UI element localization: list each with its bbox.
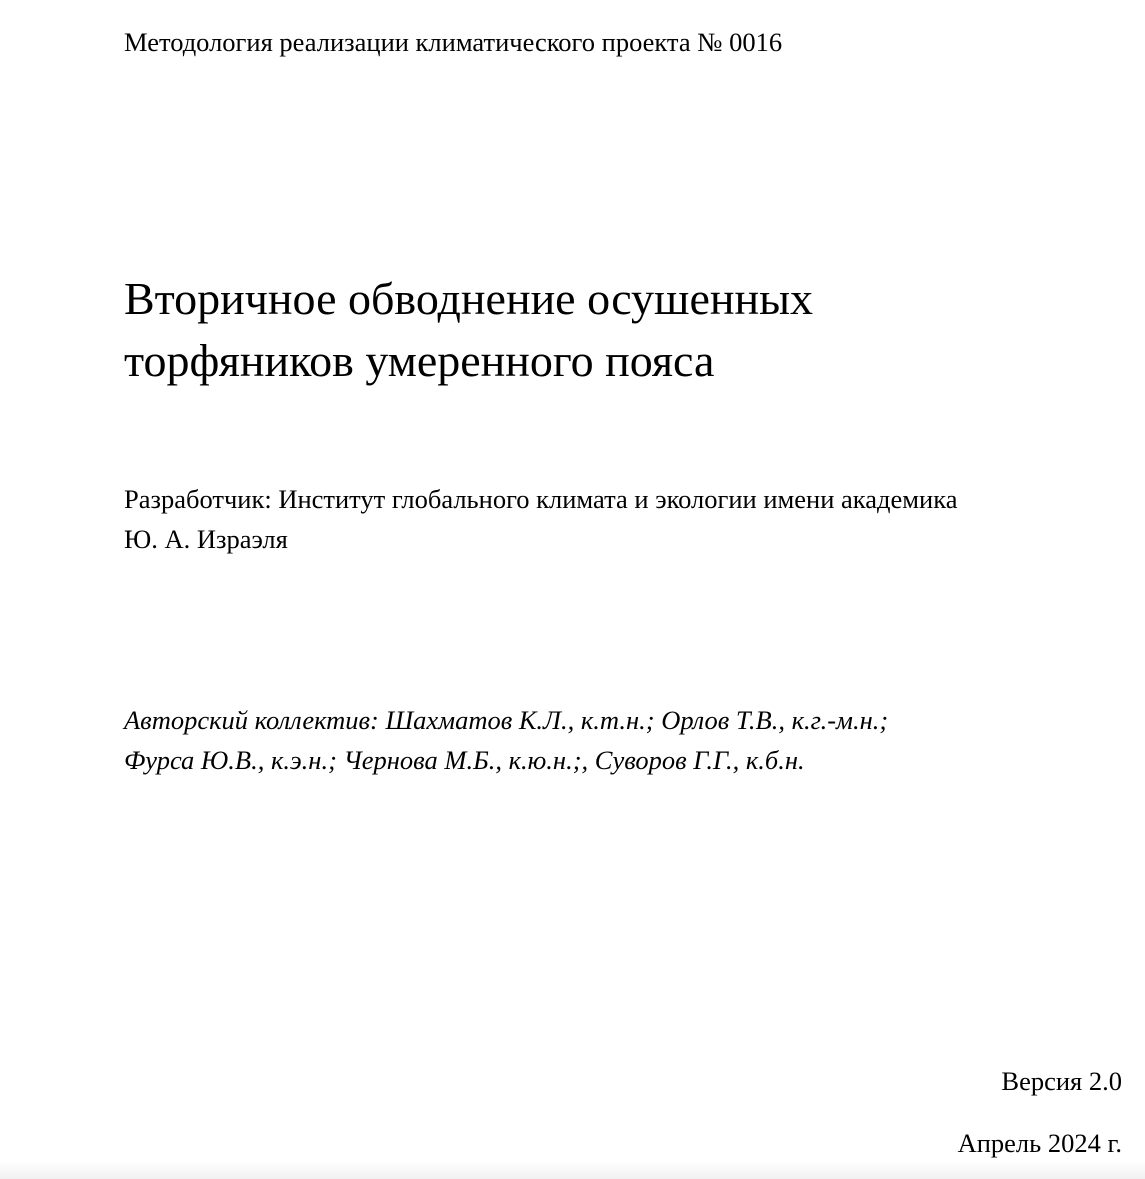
version-label: Версия 2.0 xyxy=(1001,1066,1122,1096)
page-bottom-edge xyxy=(0,1161,1145,1179)
title-line-2: торфяников умеренного пояса xyxy=(124,335,715,386)
title-line-1: Вторичное обводнение осушенных xyxy=(124,273,814,324)
document-title xyxy=(124,268,1024,392)
date-label: Апрель 2024 г. xyxy=(957,1128,1122,1158)
methodology-header: Методология реализации климатического проекта № 0016 xyxy=(124,27,783,57)
developer-block xyxy=(124,479,1114,559)
authors-line-1: Авторский коллектив: Шахматов К.Л., к.т.н.; Орлов Т.В., к.г.-м.н.; xyxy=(124,705,889,735)
authors-line-2: Фурса Ю.В., к.э.н.; Чернова М.Б., к.ю.н.;, Суворов Г.Г., к.б.н. xyxy=(124,745,805,775)
authors-block xyxy=(124,700,1114,780)
developer-line-1: Разработчик: Институт глобального климата и экологии имени академика xyxy=(124,484,958,514)
developer-line-2: Ю. А. Израэля xyxy=(124,524,288,554)
